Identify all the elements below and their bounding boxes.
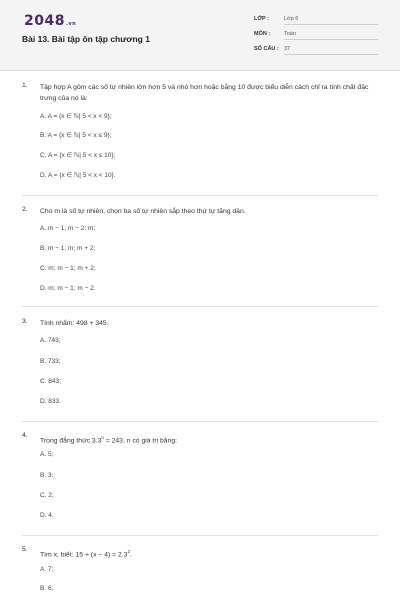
question-number: 3. <box>22 318 28 325</box>
question-text-before: Tìm x, biết: 15 + (x − 4) = 2.3 <box>40 551 128 559</box>
question-text: Tập hợp A gồm các số tự nhiên lớn hơn 5 và nhỏ hơn hoặc bằng 10 được biểu diễn cách chỉ ra tính chất đặc trưng của nó là: <box>40 84 369 102</box>
question-text-before: Trong đẳng thức 3.3 <box>40 437 102 445</box>
option-a[interactable]: A. A = {x ∈ ℕ| 5 < x < 9}; <box>40 113 112 120</box>
meta-count-label: SỐ CÂU : <box>254 46 279 52</box>
option-b[interactable]: B. A = {x ∈ ℕ| 5 < x ≤ 9}; <box>40 132 112 139</box>
question-text <box>40 432 380 446</box>
option-b[interactable]: B. 733; <box>40 358 61 365</box>
option-d[interactable]: D. A = {x ∈ ℕ| 5 < x < 10}. <box>40 172 116 179</box>
question-number: 5. <box>22 546 28 553</box>
logo-text: 2048 <box>24 13 65 29</box>
option-a[interactable]: A. 743; <box>40 337 61 344</box>
meta-subject-label: MÔN : <box>254 31 271 37</box>
option-d[interactable]: D. 4. <box>40 512 54 519</box>
option-b[interactable]: B. m − 1; m; m + 2; <box>40 245 96 252</box>
logo-suffix: .vn <box>65 21 77 27</box>
document-title: Bài 13. Bài tập ôn tập chương 1 <box>22 34 150 44</box>
question-text-after: . <box>129 551 132 559</box>
option-c[interactable]: C. 2; <box>40 492 54 499</box>
option-c[interactable]: C. 843; <box>40 378 61 385</box>
question-text <box>40 546 380 560</box>
meta-class <box>254 16 378 28</box>
meta-class-value: Lớp 6 <box>284 16 378 25</box>
option-b[interactable]: B. 3; <box>40 472 54 479</box>
divider <box>22 421 378 422</box>
divider <box>22 535 378 536</box>
meta-subject-value: Toán <box>284 31 378 40</box>
meta-count-value: 37 <box>284 46 378 55</box>
divider <box>22 306 378 307</box>
question-number: 2. <box>22 206 28 213</box>
option-c[interactable]: C. A = {x ∈ ℕ| 5 < x ≤ 10}; <box>40 152 116 159</box>
option-a[interactable]: A. m − 1; m − 2; m; <box>40 225 96 232</box>
meta-class-label: LỚP : <box>254 16 269 22</box>
question-text: Cho m là số tự nhiên, chọn ba số tự nhiên sắp theo thứ tự tăng dần. <box>40 208 246 215</box>
option-a[interactable]: A. 5; <box>40 451 54 458</box>
meta-count <box>254 46 378 58</box>
site-logo[interactable] <box>24 13 76 29</box>
meta-subject <box>254 31 378 43</box>
option-a[interactable]: A. 7; <box>40 566 54 573</box>
question-number: 1. <box>22 82 28 89</box>
option-b[interactable]: B. 6; <box>40 585 54 592</box>
question-text-sup: 2 <box>127 549 130 554</box>
option-c[interactable]: C. m; m − 1; m + 2; <box>40 265 96 272</box>
header <box>0 0 400 71</box>
divider <box>22 195 378 196</box>
option-d[interactable]: D. 833. <box>40 398 61 405</box>
question-text: Tính nhẩm: 498 + 345. <box>40 320 109 327</box>
question-number: 4. <box>22 432 28 439</box>
option-d[interactable]: D. m; m − 1; m − 2. <box>40 285 96 292</box>
question-text-after: = 243, n có giá trị bằng: <box>103 437 177 445</box>
question-text-sup: n <box>101 435 104 440</box>
